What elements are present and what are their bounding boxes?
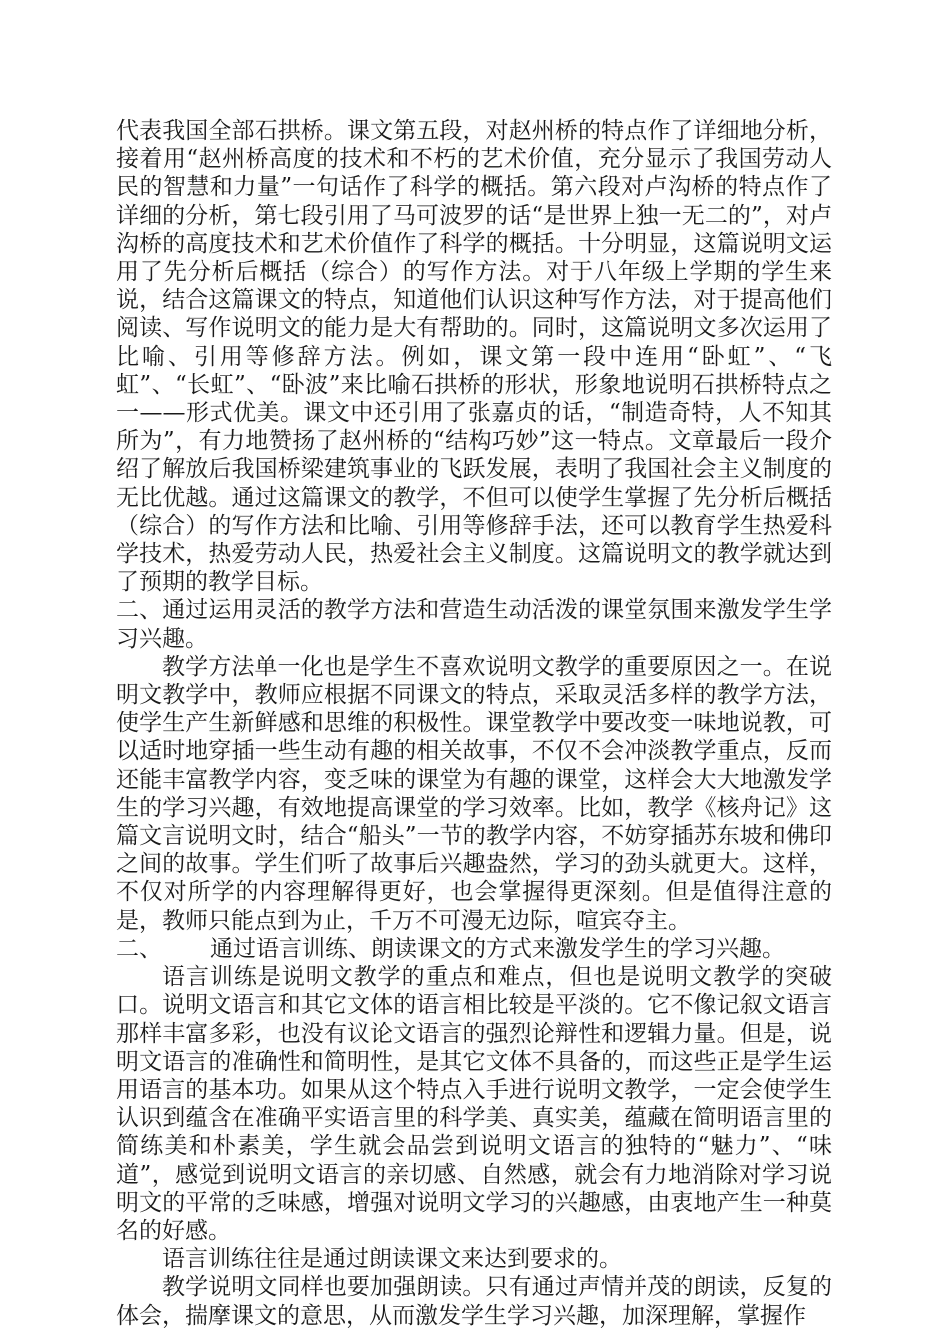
document-page <box>116 117 832 1330</box>
paragraph-reading-aloud-intro: 语言训练往往是通过朗读课文来达到要求的。 <box>162 1246 622 1273</box>
paragraph-teaching-methods: 教学方法单一化也是学生不喜欢说明文教学的重要原因之一。在说明文教学中，教师应根据不同课文的特点，采取灵活多样的教学方法，使学生产生新鲜感和思维的积极性。课堂教学中要改变一味地说教，可以适时地穿插一些生动有趣的相关故事，不仅不会冲淡教学重点，反而还能丰富教学内容，变乏味的课堂为有趣的课堂，这样会大大地激发学生的学习兴趣，有效地提高课堂的学习效率。比如，教学《核舟记》这篇文言说明文时，结合“船头”一节的教学内容，不妨穿插苏东坡和佛印之间的故事。学生们听了故事后兴趣盎然，学习的劲头就更大。这样，不仅对所学的内容理解得更好，也会掌握得更深刻。但是值得注意的是，教师只能点到为止，千万不可漫无边际，喧宾夺主。 <box>116 653 832 934</box>
paragraph-reading-aloud: 教学说明文同样也要加强朗读。只有通过声情并茂的朗读，反复的体会，揣摩课文的意思，从而激发学生学习兴趣，加深理解，掌握作 <box>116 1274 832 1329</box>
section-heading-3 <box>116 935 832 963</box>
section-heading-2: 二、通过运用灵活的教学方法和营造生动活泼的课堂氛围来激发学生学习兴趣。 <box>116 597 832 652</box>
paragraph-language-training: 语言训练是说明文教学的重点和难点，但也是说明文教学的突破口。说明文语言和其它文体的语言相比较是平淡的。它不像记叙文语言那样丰富多彩，也没有议论文语言的强烈论辩性和逻辑力量。但是，说明文语言的准确性和简明性，是其它文体不具备的，而这些正是学生运用语言的基本功。如果从这个特点入手进行说明文教学，一定会使学生认识到蕴含在准确平实语言里的科学美、真实美，蕴藏在简明语言里的简练美和朴素美，学生就会品尝到说明文语言的独特的“魅力”、“味道”，感觉到说明文语言的亲切感、自然感，就会有力地消除对学习说明文的平常的乏味感，增强对说明文学习的兴趣感，由衷地产生一种莫名的好感。 <box>116 964 832 1244</box>
paragraph-continued: 代表我国全部石拱桥。课文第五段，对赵州桥的特点作了详细地分析，接着用“赵州桥高度的技术和不朽的艺术价值，充分显示了我国劳动人民的智慧和力量”一句话作了科学的概括。第六段对卢沟桥的特点作了详细的分析，第七段引用了马可波罗的话“是世界上独一无二的”，对卢沟桥的高度技术和艺术价值作了科学的概括。十分明显，这篇说明文运用了先分析后概括（综合）的写作方法。对于八年级上学期的学生来说，结合这篇课文的特点，知道他们认识这种写作方法，对于提高他们阅读、写作说明文的能力是大有帮助的。同时，这篇说明文多次运用了比喻、引用等修辞方法。例如，课文第一段中连用“卧虹”、“飞虹”、“长虹”、“卧波”来比喻石拱桥的形状，形象地说明石拱桥特点之一——形式优美。课文中还引用了张嘉贞的话，“制造奇特，人不知其所为”，有力地赞扬了赵州桥的“结构巧妙”这一特点。文章最后一段介绍了解放后我国桥梁建筑事业的飞跃发展，表明了我国社会主义制度的无比优越。通过这篇课文的教学，不但可以使学生掌握了先分析后概括（综合）的写作方法和比喻、引用等修辞手法，还可以教育学生热爱科学技术，热爱劳动人民，热爱社会主义制度。这篇说明文的教学就达到了预期的教学目标。 <box>116 118 832 596</box>
section-heading-3-text: 通过语言训练、朗读课文的方式来激发学生的学习兴趣。 <box>210 935 785 962</box>
section-heading-3-number: 二、 <box>116 935 162 962</box>
